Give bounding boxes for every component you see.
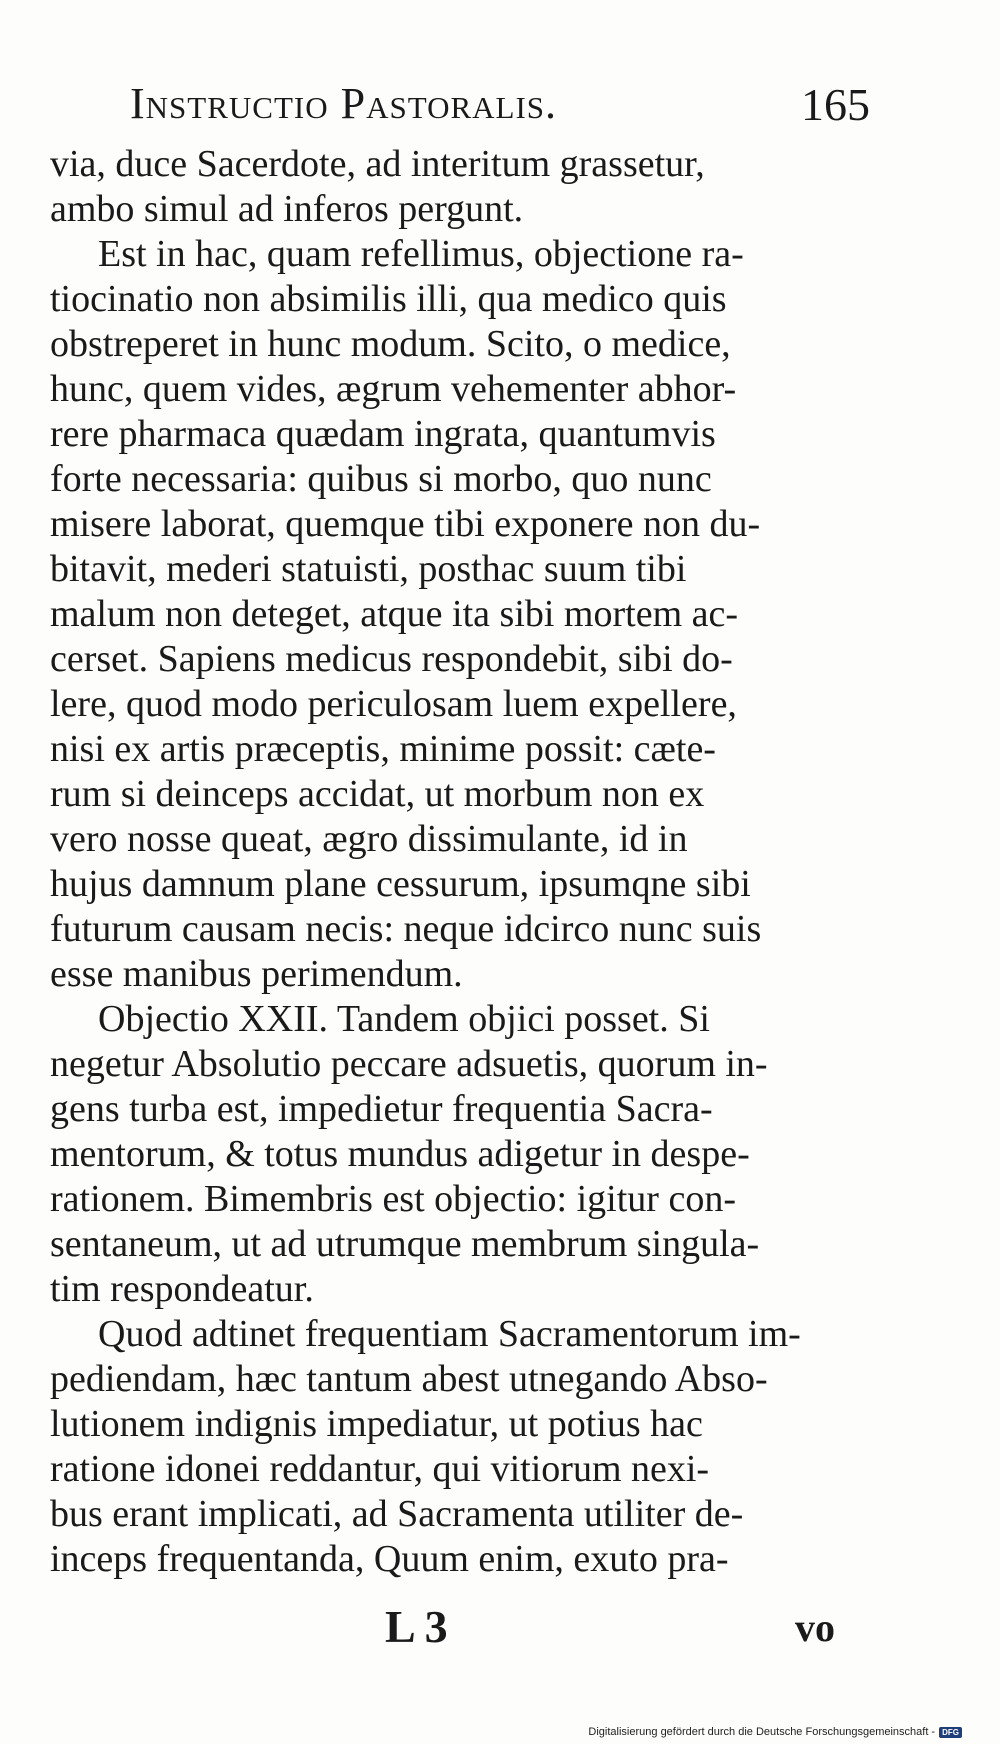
text-line: bitavit, mederi statuisti, posthac suum tibi: [50, 548, 687, 590]
text-line: mentorum, & totus mundus adigetur in despe-: [50, 1133, 750, 1175]
text-line: via, duce Sacerdote, ad interitum grassetur,: [50, 143, 705, 185]
text-line: inceps frequentanda, Quum enim, exuto pra-: [50, 1538, 729, 1580]
text-line: rum si deinceps accidat, ut morbum non ex: [50, 773, 705, 815]
text-line: rationem. Bimembris est objectio: igitur con-: [50, 1178, 736, 1220]
text-line: cerset. Sapiens medicus respondebit, sibi do-: [50, 638, 733, 680]
text-line: nisi ex artis præceptis, minime possit: cæte-: [50, 728, 716, 770]
text-line: bus erant implicati, ad Sacramenta utiliter de-: [50, 1493, 744, 1535]
text-line: lere, quod modo periculosam luem expellere,: [50, 683, 737, 725]
running-title: Instructio Pastoralis.: [130, 79, 558, 128]
signature-mark: L 3: [385, 1601, 448, 1652]
paragraph-start-line: Est in hac, quam refellimus, objectione ra-: [98, 233, 744, 275]
text-line: hujus damnum plane cessurum, ipsumqne sibi: [50, 863, 751, 905]
text-line: vero nosse queat, ægro dissimulante, id in: [50, 818, 688, 860]
text-line: negetur Absolutio peccare adsuetis, quorum in-: [50, 1043, 768, 1085]
text-line: tim respondeatur.: [50, 1268, 314, 1310]
text-line: misere laborat, quemque tibi exponere non du-: [50, 503, 761, 545]
text-line: gens turba est, impedietur frequentia Sacra-: [50, 1088, 713, 1130]
text-line: esse manibus perimendum.: [50, 953, 463, 995]
page-header: [130, 78, 870, 138]
digitization-credit: [588, 1726, 962, 1738]
catchword: vo: [795, 1605, 835, 1650]
paragraph-start-line: Objectio XXII. Tandem objici posset. Si: [98, 998, 710, 1040]
paragraph-start-line: Quod adtinet frequentiam Sacramentorum im-: [98, 1313, 801, 1355]
text-line: futurum causam necis: neque idcirco nunc suis: [50, 908, 762, 950]
text-line: pediendam, hæc tantum abest utnegando Abso-: [50, 1358, 768, 1400]
credit-text: Digitalisierung gefördert durch die Deutsche Forschungsgemeinschaft -: [588, 1726, 936, 1738]
text-line: obstreperet in hunc modum. Scito, o medice,: [50, 323, 731, 365]
dfg-logo-icon: DFG: [939, 1727, 962, 1738]
text-line: hunc, quem vides, ægrum vehementer abhor-: [50, 368, 737, 410]
text-line: sentaneum, ut ad utrumque membrum singula-: [50, 1223, 760, 1265]
text-line: ambo simul ad inferos pergunt.: [50, 188, 524, 230]
text-line: forte necessaria: quibus si morbo, quo nunc: [50, 458, 712, 500]
text-line: malum non deteget, atque ita sibi mortem ac-: [50, 593, 739, 635]
text-line: ratione idonei reddantur, qui vitiorum nexi-: [50, 1448, 710, 1490]
text-line: lutionem indignis impediatur, ut potius hac: [50, 1403, 703, 1445]
body-text: [50, 142, 895, 1582]
page-footer: [0, 1600, 1000, 1660]
text-line: rere pharmaca quædam ingrata, quantumvis: [50, 413, 716, 455]
page-number: 165: [801, 79, 870, 130]
text-line: tiocinatio non absimilis illi, qua medico quis: [50, 278, 727, 320]
